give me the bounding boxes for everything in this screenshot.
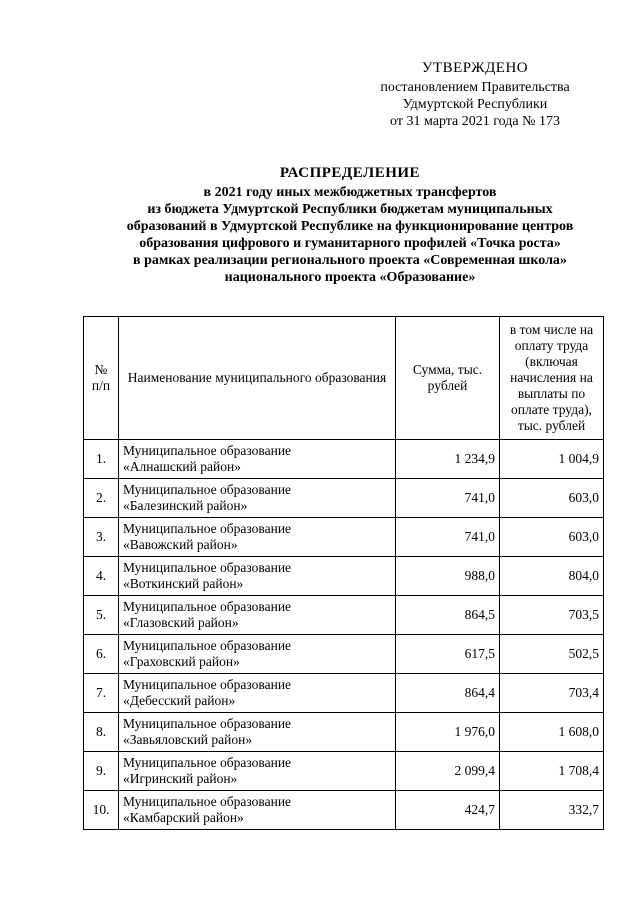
table-row xyxy=(84,674,604,713)
header-name: Наименование муниципального образования xyxy=(119,317,396,440)
row-number: 8. xyxy=(84,713,119,752)
row-pay: 502,5 xyxy=(500,635,604,674)
row-sum: 864,4 xyxy=(396,674,500,713)
row-sum: 1 234,9 xyxy=(396,440,500,479)
title-line-1: в 2021 году иных межбюджетных трансфертов xyxy=(203,185,497,200)
header-sum: Сумма, тыс. рублей xyxy=(396,317,500,440)
title-line-5: в рамках реализации регионального проекта «Современная школа» xyxy=(133,253,567,268)
row-name-line-1: Муниципальное образование xyxy=(123,755,292,770)
table-header-row xyxy=(84,317,604,440)
row-name xyxy=(119,440,396,479)
table-row xyxy=(84,518,604,557)
row-name-line-2: «Завьяловский район» xyxy=(123,732,253,747)
title-main: РАСПРЕДЕЛЕНИЕ xyxy=(279,165,421,181)
row-name-line-2: «Вавожский район» xyxy=(123,537,238,552)
row-sum: 2 099,4 xyxy=(396,752,500,791)
row-name-line-2: «Игринский район» xyxy=(123,771,238,786)
row-name-line-1: Муниципальное образование xyxy=(123,443,292,458)
row-number: 10. xyxy=(84,791,119,830)
row-pay: 603,0 xyxy=(500,479,604,518)
table-row xyxy=(84,557,604,596)
row-number: 9. xyxy=(84,752,119,791)
row-name-line-2: «Камбарский район» xyxy=(123,810,244,825)
row-sum: 1 976,0 xyxy=(396,713,500,752)
row-pay: 1 708,4 xyxy=(500,752,604,791)
row-number: 4. xyxy=(84,557,119,596)
row-name xyxy=(119,557,396,596)
row-name xyxy=(119,479,396,518)
row-name xyxy=(119,635,396,674)
row-name xyxy=(119,674,396,713)
row-number: 2. xyxy=(84,479,119,518)
table-row xyxy=(84,635,604,674)
table-row xyxy=(84,440,604,479)
row-name-line-1: Муниципальное образование xyxy=(123,521,292,536)
row-name xyxy=(119,791,396,830)
row-number: 7. xyxy=(84,674,119,713)
row-pay: 804,0 xyxy=(500,557,604,596)
row-sum: 617,5 xyxy=(396,635,500,674)
row-number: 5. xyxy=(84,596,119,635)
row-name-line-1: Муниципальное образование xyxy=(123,560,292,575)
approval-heading: УТВЕРЖДЕНО xyxy=(421,60,529,76)
row-sum: 864,5 xyxy=(396,596,500,635)
title-line-3: образований в Удмуртской Республике на функционирование центров xyxy=(126,219,574,234)
title-line-4: образования цифрового и гуманитарного профилей «Точка роста» xyxy=(139,236,561,251)
row-pay: 703,4 xyxy=(500,674,604,713)
row-name-line-2: «Граховский район» xyxy=(123,654,240,669)
row-name-line-2: «Воткинский район» xyxy=(123,576,244,591)
row-name xyxy=(119,713,396,752)
row-name xyxy=(119,596,396,635)
row-name-line-1: Муниципальное образование xyxy=(123,794,292,809)
row-pay: 703,5 xyxy=(500,596,604,635)
document-title xyxy=(60,165,640,286)
row-name xyxy=(119,518,396,557)
approval-line-3: Удмуртской Республики xyxy=(402,97,548,112)
row-pay: 1 608,0 xyxy=(500,713,604,752)
row-name xyxy=(119,752,396,791)
approval-stamp xyxy=(360,60,590,130)
header-pay: в том числе на оплату труда (включая начисления на выплаты по оплате труда), тыс. рублей xyxy=(500,317,604,440)
row-number: 3. xyxy=(84,518,119,557)
row-name-line-1: Муниципальное образование xyxy=(123,482,292,497)
table-row xyxy=(84,791,604,830)
table-row xyxy=(84,752,604,791)
table-row xyxy=(84,596,604,635)
row-pay: 1 004,9 xyxy=(500,440,604,479)
row-name-line-2: «Дебесский район» xyxy=(123,693,236,708)
row-name-line-2: «Алнашский район» xyxy=(123,459,241,474)
table-row xyxy=(84,713,604,752)
row-name-line-1: Муниципальное образование xyxy=(123,638,292,653)
row-number: 1. xyxy=(84,440,119,479)
title-line-6: национального проекта «Образование» xyxy=(224,270,476,285)
row-name-line-2: «Глазовский район» xyxy=(123,615,239,630)
row-sum: 988,0 xyxy=(396,557,500,596)
approval-line-2: постановлением Правительства xyxy=(380,80,570,95)
row-name-line-2: «Балезинский район» xyxy=(123,498,248,513)
row-sum: 424,7 xyxy=(396,791,500,830)
row-pay: 603,0 xyxy=(500,518,604,557)
table-row xyxy=(84,479,604,518)
distribution-table xyxy=(83,316,604,830)
header-number: № п/п xyxy=(84,317,119,440)
row-name-line-1: Муниципальное образование xyxy=(123,599,292,614)
row-sum: 741,0 xyxy=(396,479,500,518)
approval-line-4: от 31 марта 2021 года № 173 xyxy=(390,114,560,129)
row-number: 6. xyxy=(84,635,119,674)
row-sum: 741,0 xyxy=(396,518,500,557)
row-name-line-1: Муниципальное образование xyxy=(123,677,292,692)
row-name-line-1: Муниципальное образование xyxy=(123,716,292,731)
row-pay: 332,7 xyxy=(500,791,604,830)
title-line-2: из бюджета Удмуртской Республики бюджетам муниципальных xyxy=(147,202,553,217)
